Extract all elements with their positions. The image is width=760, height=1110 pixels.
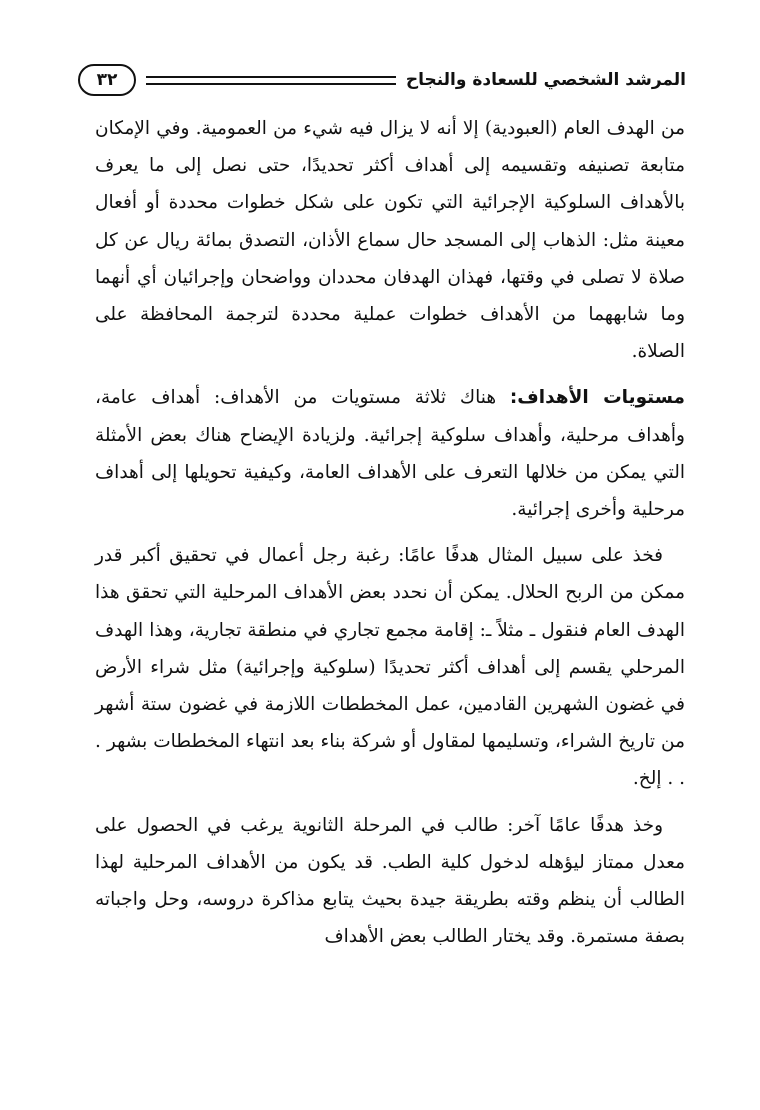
section-lead-heading: مستويات الأهداف:	[509, 387, 685, 409]
book-title: المرشد الشخصي للسعادة والنجاح	[405, 70, 686, 90]
page-number: ٣٢	[96, 70, 118, 90]
page-body	[95, 110, 685, 964]
paragraph-1: من الهدف العام (العبودية) إلا أنه لا يزال فيه شيء من العمومية. وفي الإمكان متابعة تصنيفه وتقسيمه إلى أهداف أكثر تحديدًا، حتى نصل إلى ما يعرف بالأهداف السلوكية الإجرائية التي تكون على شكل خطوات محددة أو أفعال معينة مثل: الذهاب إلى المسجد حال سماع الأذان، التصدق بمائة ريال عن كل صلاة لا تصلى في وقتها، فهذان الهدفان محددان وواضحان وإجرائيان أي أنهما وما شابههما من الأهداف خطوات عملية محددة لترجمة المحافظة على الصلاة.	[95, 118, 685, 363]
paragraph-2	[95, 379, 685, 528]
header-rule	[146, 76, 396, 85]
paragraph-4: وخذ هدفًا عامًا آخر: طالب في المرحلة الثانوية يرغب في الحصول على معدل ممتاز ليؤهله لدخول كلية الطب. قد يكون من الأهداف المرحلية لهذا الطالب أن ينظم وقته بطريقة جيدة بحيث يتابع مذاكرة دروسه، وحل واجباته بصفة مستمرة. وقد يختار الطالب بعض الأهداف	[95, 814, 685, 948]
page-number-badge	[78, 64, 136, 96]
running-header	[78, 58, 686, 102]
paragraph-3: فخذ على سبيل المثال هدفًا عامًا: رغبة رجل أعمال في تحقيق أكبر قدر ممكن من الربح الحلال. يمكن أن نحدد بعض الأهداف المرحلية التي تحقق هذا الهدف العام فنقول ـ مثلاً ـ: إقامة مجمع تجاري في منطقة تجارية، وهذا الهدف المرحلي يقسم إلى أهداف أكثر تحديدًا (سلوكية وإجرائية) مثل شراء الأرض في غضون الشهرين القادمين، عمل المخططات اللازمة في غضون ستة أشهر من تاريخ الشراء، وتسليمها لمقاول أو شركة بناء بعد انتهاء المخططات بشهر . . . إلخ.	[95, 545, 685, 790]
paragraph-2-text: هناك ثلاثة مستويات من الأهداف: أهداف عامة، وأهداف مرحلية، وأهداف سلوكية إجرائية. ولزيادة الإيضاح هناك بعض الأمثلة التي يمكن من خلالها التعرف على الأهداف العامة، وكيفية تحويلها إلى أهداف مرحلية وأخرى إجرائية.	[95, 387, 685, 521]
